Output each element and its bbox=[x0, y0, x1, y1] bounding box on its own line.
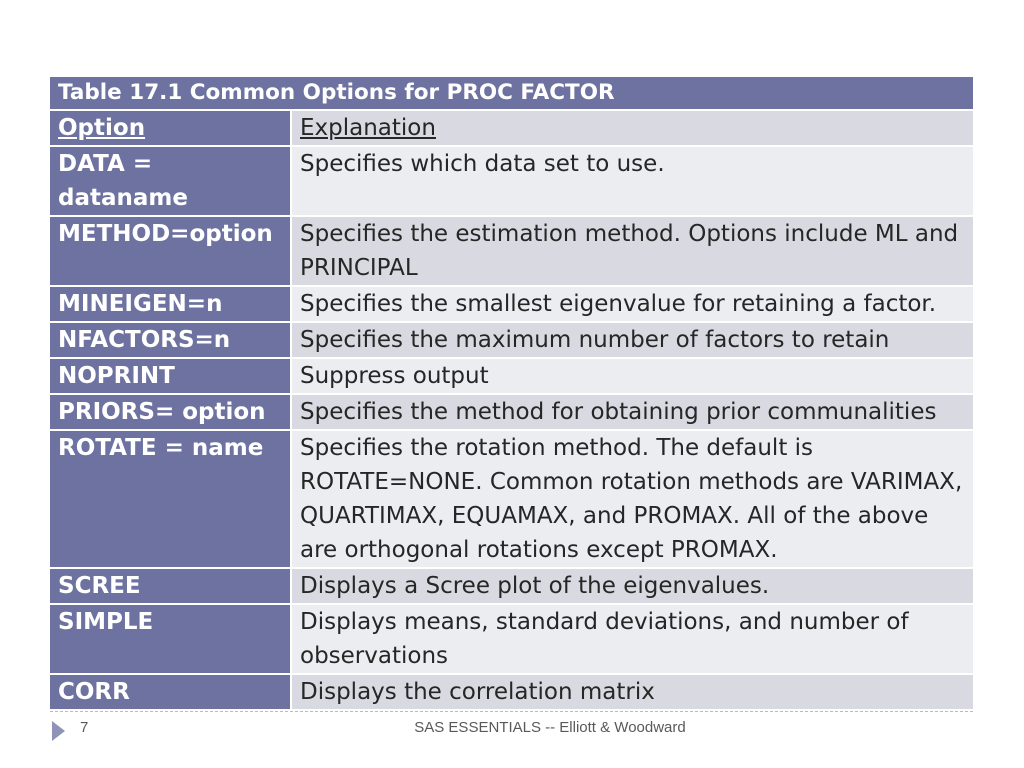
option-cell: NFACTORS=n bbox=[50, 323, 292, 357]
explanation-cell: Specifies the maximum number of factors to retain bbox=[292, 323, 973, 357]
table-row bbox=[50, 147, 973, 215]
explanation-cell: Displays means, standard deviations, and number of observations bbox=[292, 605, 973, 673]
option-cell: CORR bbox=[50, 675, 292, 709]
table-row bbox=[50, 569, 973, 603]
page-number: 7 bbox=[80, 719, 89, 736]
explanation-cell: Specifies the rotation method. The default is ROTATE=NONE. Common rotation methods are VARIMAX, QUARTIMAX, EQUAMAX, and PROMAX. All of the above are orthogonal rotations except PROMAX. bbox=[292, 431, 973, 567]
option-cell: ROTATE = name bbox=[50, 431, 292, 567]
table-title-row bbox=[50, 77, 973, 109]
explanation-cell: Displays the correlation matrix bbox=[292, 675, 973, 709]
table-title: Table 17.1 Common Options for PROC FACTOR bbox=[50, 77, 973, 109]
explanation-cell: Suppress output bbox=[292, 359, 973, 393]
table-row bbox=[50, 359, 973, 393]
table-row bbox=[50, 323, 973, 357]
explanation-cell: Displays a Scree plot of the eigenvalues. bbox=[292, 569, 973, 603]
table-row bbox=[50, 675, 973, 709]
header-explanation: Explanation bbox=[292, 111, 973, 145]
explanation-cell: Specifies the method for obtaining prior communalities bbox=[292, 395, 973, 429]
options-table bbox=[50, 75, 973, 711]
table-row bbox=[50, 605, 973, 673]
option-cell: SIMPLE bbox=[50, 605, 292, 673]
option-cell: NOPRINT bbox=[50, 359, 292, 393]
table-row bbox=[50, 431, 973, 567]
footer-text: SAS ESSENTIALS -- Elliott & Woodward bbox=[414, 719, 686, 736]
option-cell: MINEIGEN=n bbox=[50, 287, 292, 321]
option-cell: PRIORS= option bbox=[50, 395, 292, 429]
option-cell: METHOD=option bbox=[50, 217, 292, 285]
footer-divider bbox=[50, 711, 973, 712]
table-header-row bbox=[50, 111, 973, 145]
table-row bbox=[50, 287, 973, 321]
header-option: Option bbox=[50, 111, 292, 145]
explanation-cell: Specifies which data set to use. bbox=[292, 147, 973, 215]
option-cell: SCREE bbox=[50, 569, 292, 603]
option-cell: DATA = dataname bbox=[50, 147, 292, 215]
table-row bbox=[50, 395, 973, 429]
explanation-cell: Specifies the smallest eigenvalue for retaining a factor. bbox=[292, 287, 973, 321]
explanation-cell: Specifies the estimation method. Options include ML and PRINCIPAL bbox=[292, 217, 973, 285]
table-row bbox=[50, 217, 973, 285]
